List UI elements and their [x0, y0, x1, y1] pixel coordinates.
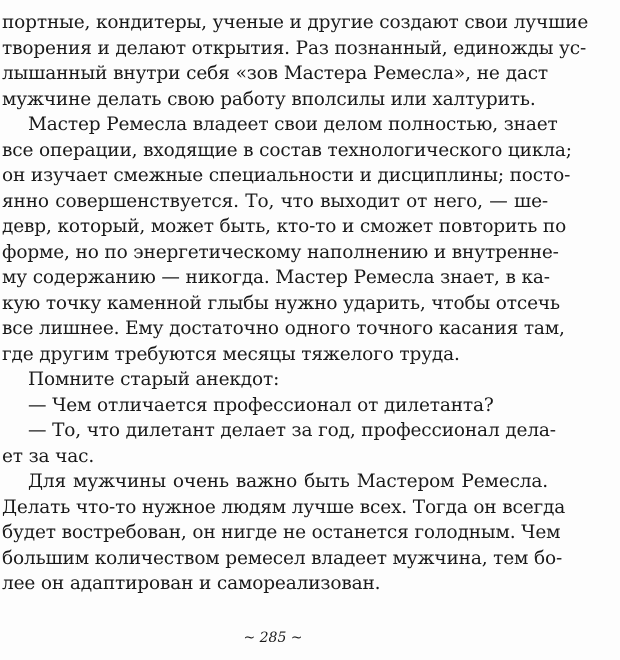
text-line: будет востребован, он нигде не останется голодным. Чем [2, 522, 561, 543]
text-line: Делать что-то нужное людям лучше всех. Тогда он всегда [2, 496, 566, 518]
text-line: все лишнее. Ему достаточно одного точного касания там, [2, 318, 565, 339]
text-line: девр, который, может быть, кто-то и сможет повторить по [2, 216, 567, 237]
text-line: большим количеством ремесел владеет мужчина, тем бо- [2, 547, 563, 569]
text-line: янно совершенствуется. То, что выходит от него, — ше- [2, 190, 548, 212]
text-line: где другим требуются месяцы тяжелого труда. [2, 343, 460, 365]
text-line: лее он адаптирован и самореализован. [2, 573, 381, 594]
text-line: ет за час. [2, 445, 95, 467]
text-line: творения и делают открытия. Раз познанный, единожды ус- [2, 37, 587, 59]
text-line: му содержанию — никогда. Мастер Ремесла знает, в ка- [2, 267, 550, 288]
text-line: все операции, входящие в состав технологического цикла; [2, 139, 572, 161]
text-line: Для мужчины очень важно быть Мастером Ремесла. [28, 471, 548, 492]
text-line: Мастер Ремесла владеет свои делом полностью, знает [28, 114, 558, 135]
text-line: портные, кондитеры, ученые и другие создают свои лучшие [2, 12, 589, 33]
text-line: — Чем отличается профессионал от дилетанта? [28, 394, 494, 416]
page-number: ~ 285 ~ [243, 630, 303, 646]
text-line: форме, но по энергетическому наполнению и внутренне- [2, 241, 559, 263]
text-line: он изучает смежные специальности и дисциплины; посто- [2, 165, 571, 186]
text-line: — То, что дилетант делает за год, профессионал дела- [28, 420, 556, 441]
text-line: Помните старый анекдот: [28, 369, 280, 390]
text-line: мужчине делать свою работу вполсилы или халтурить. [2, 88, 536, 110]
text-line: лышанный внутри себя «зов Мастера Ремесла», не даст [2, 63, 548, 84]
text-line: кую точку каменной глыбы нужно ударить, чтобы отсечь [2, 292, 560, 314]
body-text [2, 10, 589, 597]
